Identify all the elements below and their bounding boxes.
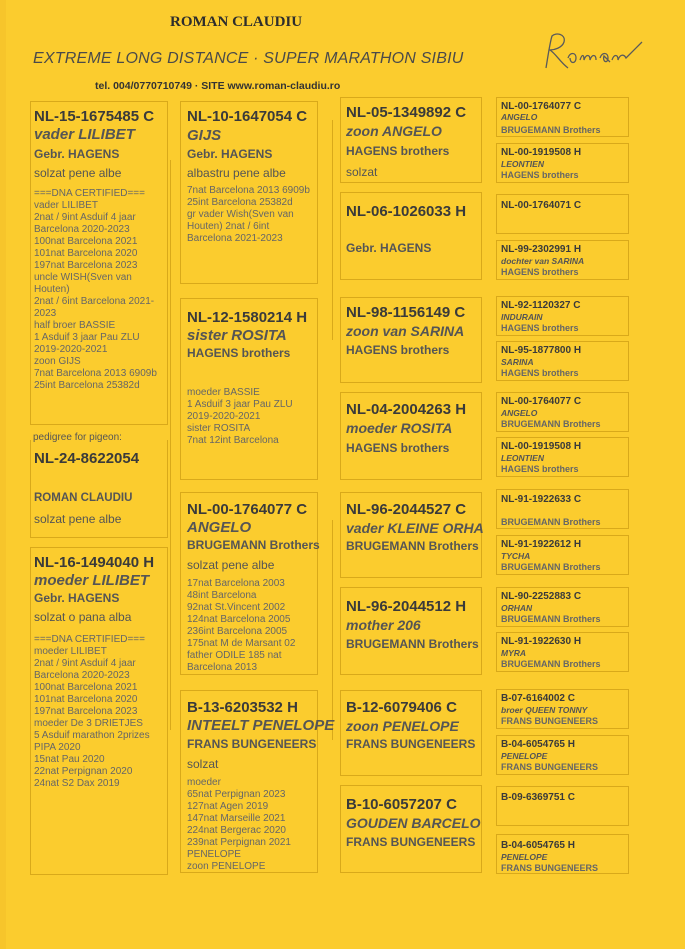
subject-owner: ROMAN CLAUDIU xyxy=(34,492,133,504)
ggp-name: zoon van SARINA xyxy=(346,323,465,339)
gp3-color: solzat pene albe xyxy=(187,558,275,572)
ggp-card xyxy=(340,392,482,480)
gggp-owner: BRUGEMANN Brothers xyxy=(501,659,601,669)
dam-color: solzat o pana alba xyxy=(34,610,132,624)
gp1-name: GIJS xyxy=(187,127,222,144)
subject-label: pedigree for pigeon: xyxy=(33,432,122,443)
subject-ring: NL-24-8622054 xyxy=(34,450,140,467)
gggp-ring: B-07-6164002 C xyxy=(501,693,575,704)
ggp-card xyxy=(340,690,482,776)
gggp-ring: NL-99-2302991 H xyxy=(501,244,582,255)
gggp-name: ANGELO xyxy=(501,112,538,122)
ggp-ring: NL-04-2004263 H xyxy=(346,401,467,418)
gggp-name: MYRA xyxy=(501,648,527,658)
dam-card xyxy=(30,547,168,875)
gggp-name: INDURAIN xyxy=(501,312,543,322)
gp2-owner: HAGENS brothers xyxy=(187,346,291,360)
gggp-ring: NL-92-1120327 C xyxy=(501,300,581,311)
gp3-owner: BRUGEMANN Brothers xyxy=(187,538,320,552)
ggp-name: vader KLEINE ORHA xyxy=(346,520,484,536)
grandsire-paternal-card xyxy=(180,101,318,284)
ggp-card xyxy=(340,587,482,675)
gp4-notes: moeder 65nat Perpignan 2023 127nat Agen 2019 147nat Marseille 2021 224nat Bergerac 2020 239nat Perpignan 2021 PENELOPE zoon PENELOPE xyxy=(187,777,291,872)
gggp-card xyxy=(496,489,629,529)
gggp-owner: HAGENS brothers xyxy=(501,170,579,180)
gggp-card xyxy=(496,632,629,672)
ggp-owner: Gebr. HAGENS xyxy=(346,241,432,255)
gggp-ring: NL-91-1922633 C xyxy=(501,494,582,505)
subject-card xyxy=(30,440,168,538)
ggp-owner: FRANS BUNGENEERS xyxy=(346,737,476,751)
ggp-card xyxy=(340,97,482,183)
gp1-ring: NL-10-1647054 C xyxy=(187,108,308,125)
gggp-owner: BRUGEMANN Brothers xyxy=(501,517,601,527)
gggp-name: TYCHA xyxy=(501,551,531,561)
gp3-name: ANGELO xyxy=(187,519,252,536)
ggp-owner: BRUGEMANN Brothers xyxy=(346,539,479,553)
ggp-card xyxy=(340,297,482,383)
gggp-card xyxy=(496,735,629,775)
gggp-card xyxy=(496,341,629,381)
gp3-ring: NL-00-1764077 C xyxy=(187,501,308,518)
gggp-owner: HAGENS brothers xyxy=(501,368,579,378)
gggp-owner: BRUGEMANN Brothers xyxy=(501,614,601,624)
gggp-name: ANGELO xyxy=(501,408,538,418)
gggp-ring: NL-00-1764071 C xyxy=(501,200,582,211)
gggp-name: PENELOPE xyxy=(501,852,548,862)
gggp-ring: NL-00-1919508 H xyxy=(501,441,582,452)
ggp-name: zoon PENELOPE xyxy=(346,718,459,734)
gggp-card xyxy=(496,392,629,432)
gggp-name: SARINA xyxy=(501,357,534,367)
gggp-card xyxy=(496,296,629,336)
gp1-color: albastru pene albe xyxy=(187,166,286,180)
grandsire-maternal-card xyxy=(180,492,318,675)
gggp-owner: BRUGEMANN Brothers xyxy=(501,125,601,135)
gggp-owner: FRANS BUNGENEERS xyxy=(501,863,599,873)
ggp-card xyxy=(340,492,482,578)
ggp-card xyxy=(340,192,482,280)
gggp-card xyxy=(496,143,629,183)
gggp-owner: FRANS BUNGENEERS xyxy=(501,716,599,726)
gggp-ring: NL-00-1764077 C xyxy=(501,101,582,112)
granddam-maternal-card xyxy=(180,690,335,873)
ggp-owner: FRANS BUNGENEERS xyxy=(346,835,476,849)
gp1-owner: Gebr. HAGENS xyxy=(187,147,273,161)
gggp-card xyxy=(496,240,629,280)
gp4-owner: FRANS BUNGENEERS xyxy=(187,737,317,751)
gggp-card xyxy=(496,834,629,874)
connector-line xyxy=(332,120,333,340)
gggp-card xyxy=(496,587,629,627)
gggp-owner: HAGENS brothers xyxy=(501,267,579,277)
gggp-card xyxy=(496,437,629,477)
gggp-card xyxy=(496,535,629,575)
gp4-ring: B-13-6203532 H xyxy=(187,699,298,716)
dam-notes: ===DNA CERTIFIED=== moeder LILIBET 2nat / 9int Asduif 4 jaar Barcelona 2020-2023 100nat Barcelona 2021 101nat Barcelona 2020 197nat Barcelona 2023 moeder De 3 DRIETJES 5 Asduif marathon 2prizes PIPA 2020 15nat Pau 2020 22nat Perpignan 2020 24nat S2 Dax 2019 xyxy=(34,634,150,789)
ggp-ring: NL-98-1156149 C xyxy=(346,304,466,321)
gggp-ring: NL-00-1764077 C xyxy=(501,396,582,407)
gp2-notes: moeder BASSIE 1 Asduif 3 jaar Pau ZLU 2019-2020-2021 sister ROSITA 7nat 12int Barcelona xyxy=(187,387,293,446)
gggp-name: dochter van SARINA xyxy=(501,256,585,266)
gp2-ring: NL-12-1580214 H xyxy=(187,309,308,326)
gggp-name: LEONTIEN xyxy=(501,453,544,463)
gggp-ring: NL-90-2252883 C xyxy=(501,591,582,602)
gggp-name: LEONTIEN xyxy=(501,159,544,169)
signature-image xyxy=(538,28,648,76)
gggp-owner: BRUGEMANN Brothers xyxy=(501,419,601,429)
gggp-ring: NL-91-1922630 H xyxy=(501,636,582,647)
ggp-card xyxy=(340,785,482,873)
dam-name: moeder LILIBET xyxy=(34,572,150,589)
ggp-ring: B-10-6057207 C xyxy=(346,796,457,813)
gp4-color: solzat xyxy=(187,757,219,771)
ggp-owner: HAGENS brothers xyxy=(346,144,450,158)
gggp-owner: HAGENS brothers xyxy=(501,464,579,474)
ggp-ring: B-12-6079406 C xyxy=(346,699,457,716)
dam-ring: NL-16-1494040 H xyxy=(34,554,155,571)
granddam-paternal-card xyxy=(180,298,318,480)
gggp-owner: FRANS BUNGENEERS xyxy=(501,762,599,772)
sire-name: vader LILIBET xyxy=(34,126,135,143)
gggp-name: PENELOPE xyxy=(501,751,548,761)
gggp-owner: HAGENS brothers xyxy=(501,323,579,333)
ggp-owner: HAGENS brothers xyxy=(346,441,450,455)
gp3-notes: 17nat Barcelona 2003 48int Barcelona 92nat St.Vincent 2002 124nat Barcelona 2005 236int Barcelona 2005 175nat M de Marsant 02 father ODILE 185 nat Barcelona 2013 xyxy=(187,578,296,673)
dam-owner: Gebr. HAGENS xyxy=(34,591,120,605)
breeder-contact: tel. 004/0770710749 · SITE www.roman-claudiu.ro xyxy=(95,80,341,92)
sire-owner: Gebr. HAGENS xyxy=(34,147,120,161)
connector-line xyxy=(332,520,333,740)
gggp-card xyxy=(496,786,629,826)
sire-color: solzat pene albe xyxy=(34,166,122,180)
ggp-ring: NL-06-1026033 H xyxy=(346,203,467,220)
ggp-owner: BRUGEMANN Brothers xyxy=(346,637,479,651)
gggp-ring: NL-95-1877800 H xyxy=(501,345,582,356)
ggp-ring: NL-05-1349892 C xyxy=(346,104,467,121)
ggp-name: mother 206 xyxy=(346,617,421,633)
ggp-name: moeder ROSITA xyxy=(346,420,453,436)
sire-ring: NL-15-1675485 C xyxy=(34,108,155,125)
gggp-name: ORHAN xyxy=(501,603,533,613)
gggp-card xyxy=(496,689,629,729)
connector-line xyxy=(170,160,171,730)
breeder-tagline: EXTREME LONG DISTANCE · SUPER MARATHON SIBIU xyxy=(33,50,464,67)
gp4-name: INTEELT PENELOPE xyxy=(187,717,335,734)
subject-color: solzat pene albe xyxy=(34,512,122,526)
sire-notes: ===DNA CERTIFIED=== vader LILIBET 2nat / 9int Asduif 4 jaar Barcelona 2020-2023 100nat Barcelona 2021 101nat Barcelona 2020 197nat Barcelona 2023 uncle WISH(Sven van Houten) 2nat / 6int Barcelona 2021- 2023 half broer BASSIE 1 Asduif 3 jaar Pau ZLU 2019-2020-2021 zoon GIJS 7nat Barcelona 2013 6909b 25int Barcelona 25382d xyxy=(34,188,157,391)
sire-card xyxy=(30,101,168,425)
gp2-name: sister ROSITA xyxy=(187,327,287,344)
ggp-name: zoon ANGELO xyxy=(346,123,442,139)
gggp-card xyxy=(496,194,629,234)
gggp-ring: B-04-6054765 H xyxy=(501,739,575,750)
gggp-ring: NL-00-1919508 H xyxy=(501,147,582,158)
ggp-ring: NL-96-2044512 H xyxy=(346,598,467,615)
gggp-card xyxy=(496,97,629,137)
gggp-ring: B-04-6054765 H xyxy=(501,840,575,851)
gp1-notes: 7nat Barcelona 2013 6909b 25int Barcelona 25382d gr vader Wish(Sven van Houten) 2nat / 6int Barcelona 2021-2023 xyxy=(187,185,310,244)
ggp-owner: HAGENS brothers xyxy=(346,343,450,357)
breeder-name: ROMAN CLAUDIU xyxy=(170,14,303,30)
ggp-ring: NL-96-2044527 C xyxy=(346,501,467,518)
gggp-name: broer QUEEN TONNY xyxy=(501,705,588,715)
gggp-owner: BRUGEMANN Brothers xyxy=(501,562,601,572)
ggp-color: solzat xyxy=(346,165,378,179)
gggp-ring: NL-91-1922612 H xyxy=(501,539,582,550)
gggp-ring: B-09-6369751 C xyxy=(501,792,575,803)
ggp-name: GOUDEN BARCELO xyxy=(346,815,481,831)
